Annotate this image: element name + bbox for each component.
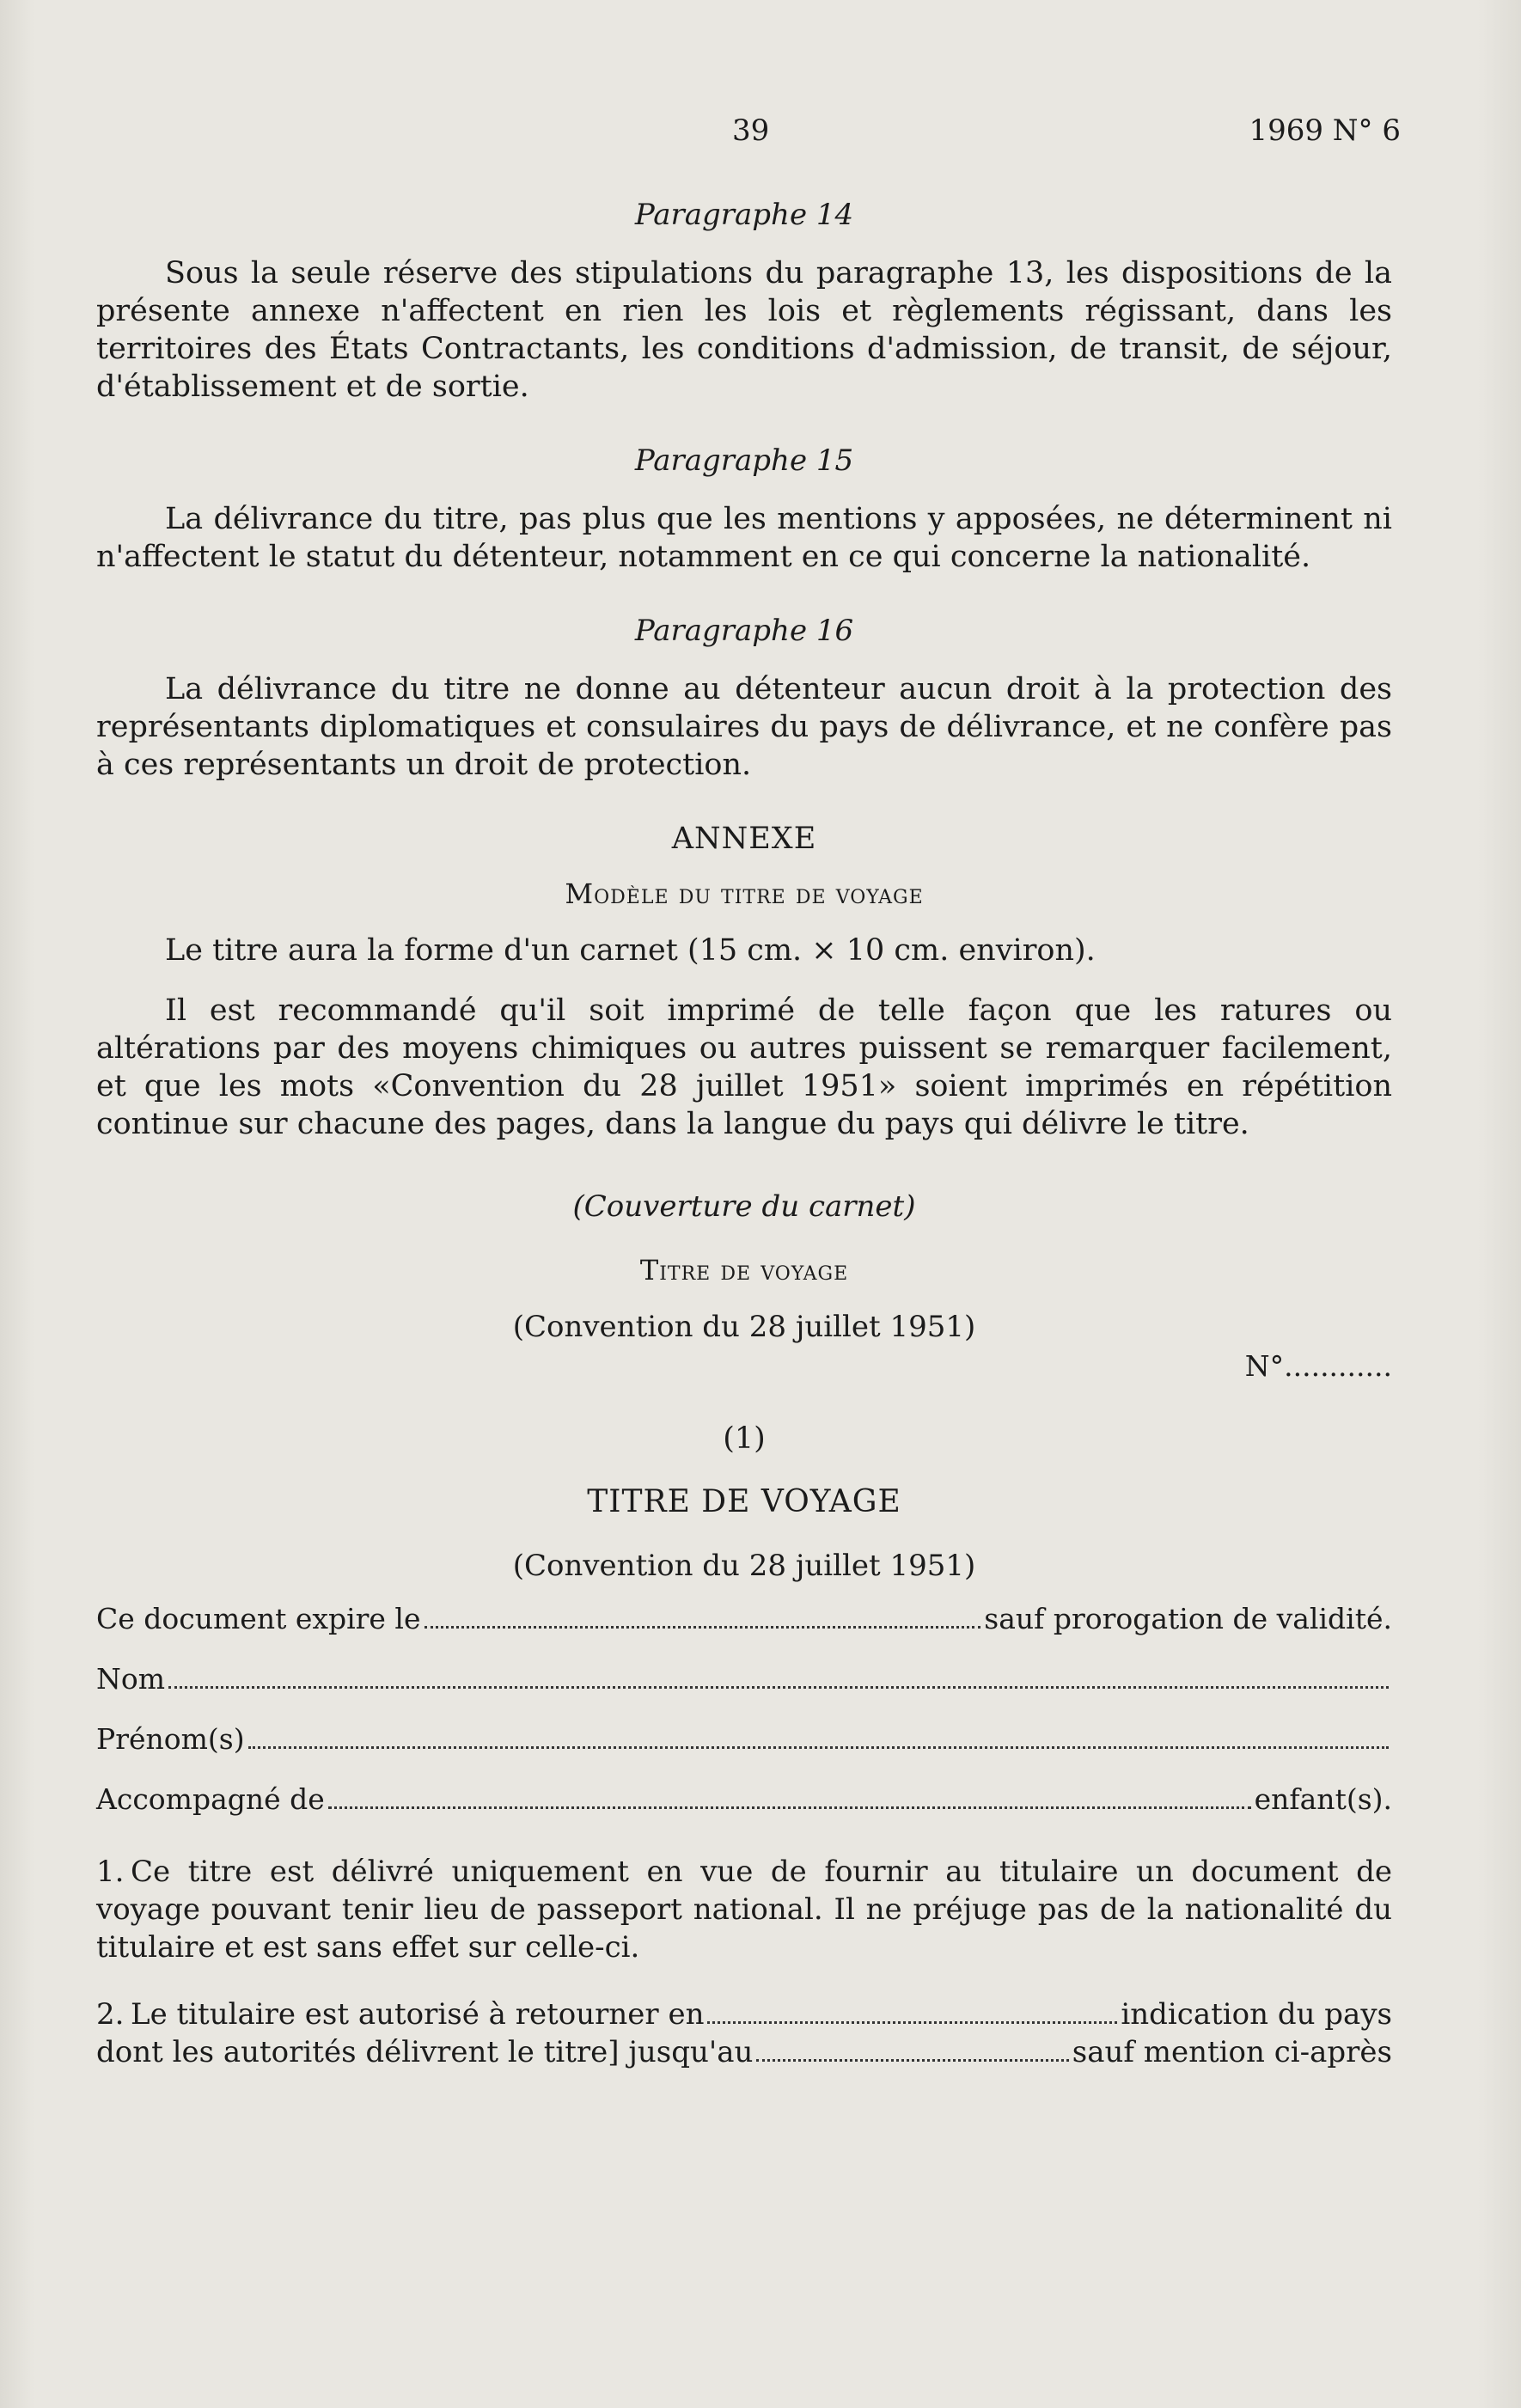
paragraph-14-heading: Paragraphe 14 — [634, 198, 854, 232]
paragraph-15-text: La délivrance du titre, pas plus que les mentions y apposées, ne déterminent ni n'affectent le statut du détenteur, notamment en ce qui concerne la nationalité. — [96, 502, 1392, 574]
name-field-row — [96, 1660, 1392, 1698]
item-2-line-2 — [96, 2033, 1392, 2071]
page-number: 39 — [732, 113, 770, 148]
item-2 — [96, 1995, 1392, 2071]
firstname-field-row — [96, 1720, 1392, 1758]
item-2-text-b: dont les autorités délivrent le titre] jusqu'au — [96, 2035, 754, 2069]
accompanied-field-row — [96, 1781, 1392, 1818]
accompanied-label: Accompagné de — [96, 1782, 325, 1816]
travel-document-title: TITRE DE VOYAGE — [587, 1484, 901, 1519]
item-1-text: Ce titre est délivré uniquement en vue de fournir au titulaire un document de voyage pouvant tenir lieu de passeport national. Il ne préjuge pas de la nationalité du titulaire et est sans effet sur celle-ci. — [96, 1855, 1392, 1965]
item-2-line-1 — [96, 1995, 1392, 2033]
annexe-recommendation: Il est recommandé qu'il soit imprimé de telle façon que les ratures ou altérations par des moyens chimiques ou autres puissent se remarquer facilement, et que les mots «Convention du 28 juillet 1951» soient imprimés en répétition continue sur chacune des pages, dans la langue du pays qui délivre le titre. — [96, 993, 1392, 1141]
annexe-format: Le titre aura la forme d'un carnet (15 cm. × 10 cm. environ). — [165, 933, 1096, 968]
return-date-field[interactable] — [756, 2059, 1068, 2062]
item-2-text-a: Le titulaire est autorisé à retourner en — [131, 1997, 705, 2032]
annexe-title: ANNEXE — [671, 822, 817, 856]
expiry-suffix: sauf prorogation de validité. — [984, 1602, 1392, 1635]
page-marker: (1) — [723, 1421, 766, 1456]
item-1 — [96, 1853, 1392, 1966]
children-suffix: enfant(s). — [1254, 1782, 1392, 1816]
page-header — [0, 113, 1521, 165]
name-label: Nom — [96, 1662, 166, 1696]
annexe-subtitle: Modèle du titre de voyage — [565, 877, 924, 910]
name-field[interactable] — [168, 1686, 1389, 1689]
cover-number-label: N° — [1244, 1349, 1285, 1383]
paragraph-16-text: La délivrance du titre ne donne au détenteur aucun droit à la protection des représentants diplomatiques et consulaires du pays de délivrance, et ne confère pas à ces représentants un droit de protection. — [96, 672, 1392, 782]
expiry-field-row — [96, 1600, 1392, 1638]
cover-convention: (Convention du 28 juillet 1951) — [512, 1310, 976, 1344]
main-content — [96, 196, 1392, 2071]
firstname-label: Prénom(s) — [96, 1722, 245, 1756]
firstname-field[interactable] — [248, 1746, 1389, 1749]
cover-number-dots: ............ — [1284, 1349, 1392, 1383]
item-2-number: 2. — [96, 1997, 125, 2032]
cover-title: Titre de voyage — [639, 1254, 849, 1287]
cover-label: (Couverture du carnet) — [572, 1189, 916, 1224]
cover-number-line — [96, 1348, 1392, 1385]
return-country-field[interactable] — [707, 2021, 1117, 2024]
paragraph-15-heading: Paragraphe 15 — [634, 443, 854, 478]
item-2-text-c: sauf mention ci-après — [1072, 2035, 1392, 2069]
accompanied-field[interactable] — [328, 1806, 1251, 1809]
paragraph-16-heading: Paragraphe 16 — [634, 614, 854, 648]
journal-reference: 1969 N° 6 — [1249, 113, 1401, 148]
item-1-number: 1. — [96, 1855, 125, 1889]
expiry-field[interactable] — [425, 1626, 981, 1629]
item-2-text-b-lead: indication du pays — [1121, 1997, 1392, 2032]
travel-document-convention: (Convention du 28 juillet 1951) — [512, 1549, 976, 1583]
expiry-label: Ce document expire le — [96, 1602, 421, 1635]
paragraph-14-text: Sous la seule réserve des stipulations du paragraphe 13, les dispositions de la présente annexe n'affectent en rien les lois et règlements régissant, dans les territoires des États Contractants, les conditions d'admission, de transit, de séjour, d'établissement et de sortie. — [96, 256, 1392, 404]
